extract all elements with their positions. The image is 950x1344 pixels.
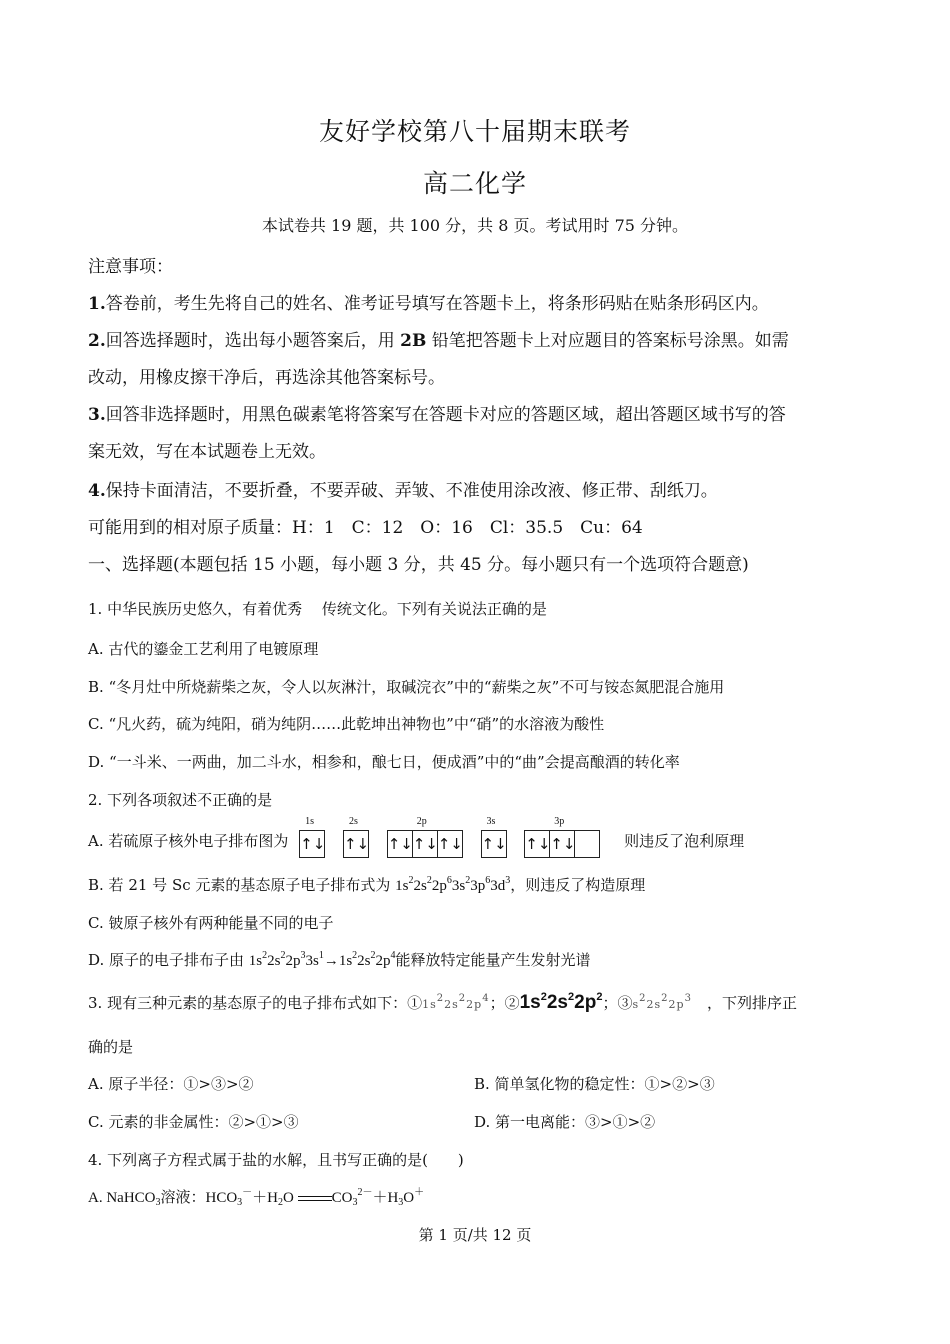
electron-config: $1s^22s^22p^33s^1\to 1s^22s^22p^4$ xyxy=(248,950,396,969)
option-text: B. 若 21 号 Sc 元素的基态原子电子排布式为 xyxy=(88,876,396,894)
option-text: D. 原子的电子排布子由 xyxy=(88,951,249,969)
question-2-stem: 2. 下列各项叙述不正确的是 xyxy=(88,791,273,809)
orbital-label: 1s xyxy=(305,816,315,827)
notice-item-text: 回答非选择题时，用黑色碳素笔将答案写在答题卡对应的答题区域，超出答题区域书写的答 xyxy=(105,405,786,425)
orbital-3p xyxy=(524,816,599,858)
equilibrium-arrow-icon xyxy=(298,1193,332,1205)
option-text: 3. 现有三种元素的基态原子的电子排布式如下：① xyxy=(88,994,423,1012)
orbital-box: ↑↓ xyxy=(343,830,369,858)
notice-item-text: 2B xyxy=(400,331,427,351)
orbital-box: ↑↓ xyxy=(299,830,325,858)
orbital-box: ↑↓ xyxy=(524,830,550,858)
orbital-box: ↑↓ xyxy=(387,830,413,858)
orbital-1s xyxy=(299,816,326,858)
question-3-option-a: A. 原子半径：①>③>② xyxy=(88,1075,254,1093)
question-3-option-b: B. 简单氢化物的稳定性：①>②>③ xyxy=(474,1075,715,1093)
orbital-box: ↑↓ xyxy=(412,830,438,858)
question-3-stem xyxy=(88,992,797,1014)
option-text: A. NaHCO xyxy=(88,1190,156,1206)
atomic-mass-line: 可能用到的相对原子质量：H：1 C：12 O：16 Cl：35.5 Cu：64 xyxy=(88,518,643,538)
orbital-2s xyxy=(343,816,370,858)
question-2-option-d xyxy=(88,949,591,970)
orbital-3s xyxy=(481,816,507,858)
option-text: ；② xyxy=(489,994,520,1012)
option-text: ，下列排序正 xyxy=(706,994,797,1012)
page-footer: 第 1 页/共 12 页 xyxy=(418,1226,532,1244)
orbital-diagram xyxy=(299,816,613,858)
question-1-option-c: C. “凡火药，硫为纯阳，硝为纯阴……此乾坤出神物也”中“硝”的水溶液为酸性 xyxy=(88,715,605,733)
orbital-label: 2s xyxy=(348,816,358,827)
notice-item-4 xyxy=(88,476,718,501)
question-1-option-d: D. “一斗米、一两曲，加二斗水，相参和，酿七日，便成酒”中的“曲”会提高酿酒的转化率 xyxy=(88,753,680,771)
question-1-option-a: A. 古代的鎏金工艺利用了电镀原理 xyxy=(88,640,319,658)
orbital-label: 2p xyxy=(416,816,427,827)
orbital-box: ↑↓ xyxy=(481,830,507,858)
section-heading: 一、选择题(本题包括 15 小题，每小题 3 分，共 45 分。每小题只有一个选项符合题意) xyxy=(88,555,749,575)
notice-item-num: 1. xyxy=(88,294,106,314)
question-3-stem-cont: 确的是 xyxy=(88,1038,134,1056)
subject-title: 高二化学 xyxy=(422,169,527,198)
orbital-2p xyxy=(387,816,463,858)
question-3-option-c: C. 元素的非金属性：②>①>③ xyxy=(88,1113,299,1131)
option-text: 能释放特定能量产生发射光谱 xyxy=(395,951,591,969)
orbital-label: 3s xyxy=(486,816,496,827)
notice-item-text: 回答选择题时，选出每小题答案后，用 xyxy=(105,331,401,351)
notice-heading: 注意事项： xyxy=(88,257,173,277)
orbital-box: ↑↓ xyxy=(549,830,575,858)
notice-item-1 xyxy=(88,289,769,314)
notice-item-3 xyxy=(88,400,786,425)
notice-item-text: 答卷前，考生先将自己的姓名、准考证号填写在答题卡上，将条形码贴在贴条形码区内。 xyxy=(105,294,769,314)
notice-item-num: 4. xyxy=(88,481,106,501)
option-text: 溶液：HCO xyxy=(160,1190,238,1206)
option-text: ；③ xyxy=(602,994,633,1012)
notice-item-2 xyxy=(88,326,789,351)
orbital-label: 3p xyxy=(554,816,565,827)
question-1-option-b: B. “冬月灶中所烧薪柴之灰，令人以灰淋汁，取碱浣衣”中的“薪柴之灰”不可与铵态氮肥混合施用 xyxy=(88,678,725,696)
exam-title: 友好学校第八十届期末联考 xyxy=(318,117,631,146)
orbital-box xyxy=(574,830,600,858)
notice-item-num: 3. xyxy=(88,405,106,425)
notice-item-3-cont: 案无效，写在本试题卷上无效。 xyxy=(88,442,326,462)
option-text: 则违反了泡利原理 xyxy=(624,832,745,850)
question-2-option-b xyxy=(88,874,645,895)
exam-info: 本试卷共 19 题，共 100 分，共 8 页。考试用时 75 分钟。 xyxy=(261,216,689,235)
option-text: A. 若硫原子核外电子排布图为 xyxy=(88,832,289,850)
notice-item-text: 铅笔把答题卡上对应题目的答案标号涂黑。如需 xyxy=(426,331,789,351)
option-text: ＋H xyxy=(252,1190,279,1206)
orbital-box: ↑↓ xyxy=(437,830,463,858)
electron-config-3: $s^22s^22p^3$ xyxy=(632,993,692,1011)
question-2-option-a xyxy=(88,816,745,856)
question-4-stem: 4. 下列离子方程式属于盐的水解，且书写正确的是( ) xyxy=(88,1151,464,1169)
notice-item-num: 2. xyxy=(88,331,106,351)
option-text: ，则违反了构造原理 xyxy=(510,876,646,894)
electron-config-2: $1s^22s^22p^2$ xyxy=(519,991,603,1013)
question-2-option-c: C. 铍原子核外有两种能量不同的电子 xyxy=(88,914,334,932)
electron-config-1: $1s^22s^22p^4$ xyxy=(422,993,490,1011)
option-text: O xyxy=(283,1190,294,1206)
notice-item-2-cont: 改动，用橡皮擦干净后，再选涂其他答案标号。 xyxy=(88,368,445,388)
electron-config: $1s^22s^22p^63s^23p^63d^3$ xyxy=(395,875,511,894)
question-3-option-d: D. 第一电离能：③>①>② xyxy=(474,1113,656,1131)
notice-item-text: 保持卡面清洁，不要折叠，不要弄破、弄皱、不准使用涂改液、修正带、刮纸刀。 xyxy=(105,481,718,501)
question-1-stem: 1. 中华民族历史悠久，有着优秀 传统文化。下列有关说法正确的是 xyxy=(88,600,547,618)
question-4-option-a: A. NaHCO$_3$溶液：$HCO_3^-+H_2O$ $CO_3^{2-}+H_3O^+$ xyxy=(88,1187,425,1208)
